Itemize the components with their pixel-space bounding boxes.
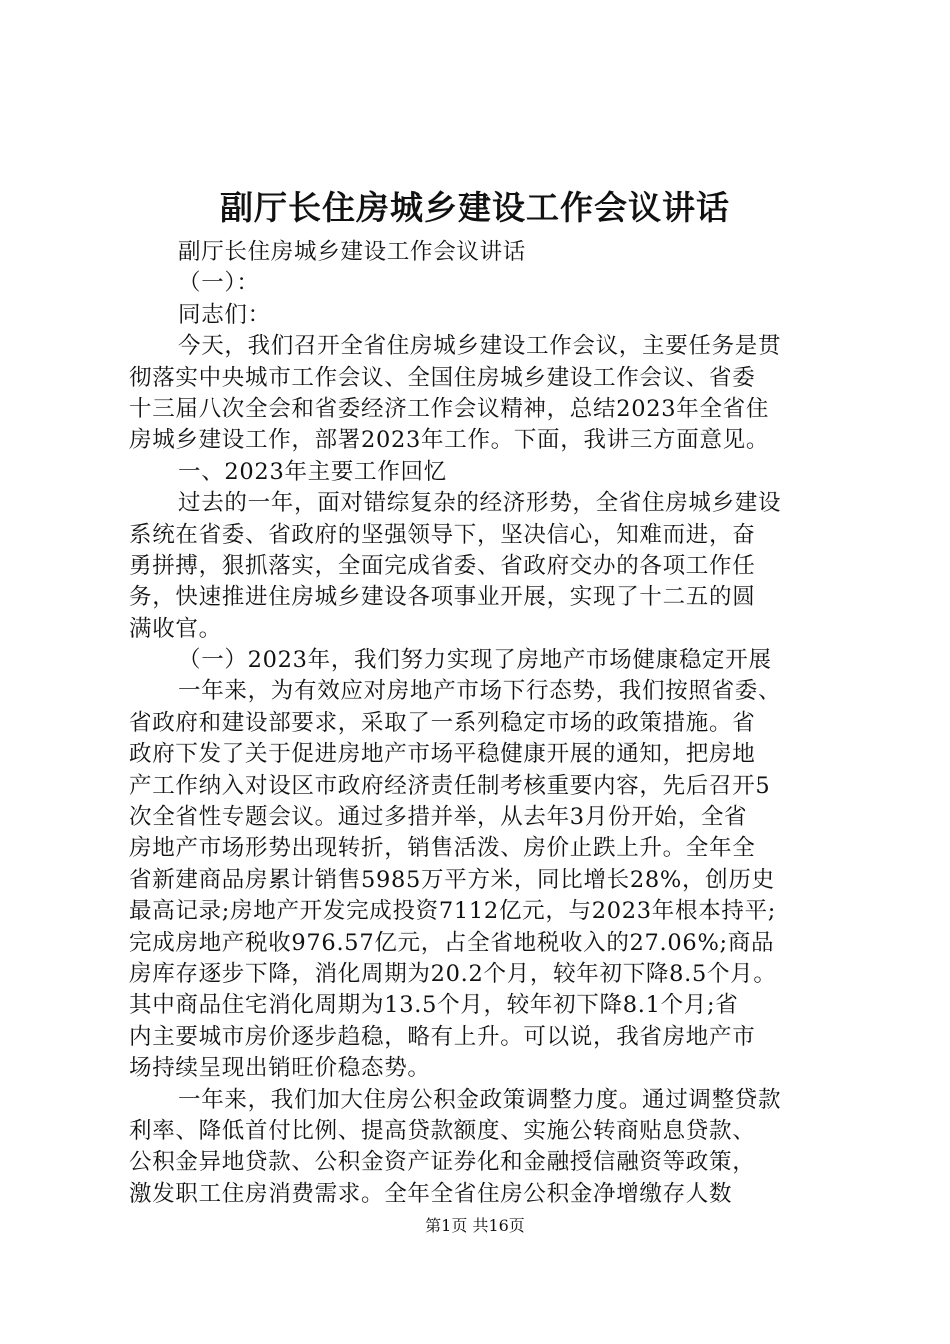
text-line: 一年来，为有效应对房地产市场下行态势，我们按照省委、: [178, 678, 782, 705]
text-line: 彻落实中央城市工作会议、全国住房城乡建设工作会议、省委: [129, 364, 756, 391]
text-line: 政府下发了关于促进房地产市场平稳健康开展的通知，把房地: [129, 741, 756, 768]
text-line: 一、2023年主要工作回忆: [178, 458, 447, 485]
text-line: 公积金异地贷款、公积金资产证券化和金融授信融资等政策，: [129, 1149, 756, 1176]
document-title: 副厅长住房城乡建设工作会议讲话: [220, 188, 730, 227]
text-line: 十三届八次全会和省委经济工作会议精神，总结2023年全省住: [129, 395, 770, 422]
text-line: （一）2023年，我们努力实现了房地产市场健康稳定开展: [178, 647, 772, 674]
text-line: 省新建商品房累计销售5985万平方米，同比增长28%，创历史: [129, 866, 775, 893]
text-line: 次全省性专题会议。通过多措并举，从去年3月份开始，全省: [129, 804, 748, 831]
text-line: 场持续呈现出销旺价稳态势。: [129, 1055, 431, 1082]
text-line: 满收官。: [129, 615, 222, 642]
text-line: 过去的一年，面对错综复杂的经济形势，全省住房城乡建设: [178, 490, 782, 517]
text-line: 今天，我们召开全省住房城乡建设工作会议，主要任务是贯: [178, 333, 782, 360]
text-line: 房城乡建设工作，部署2023年工作。下面，我讲三方面意见。: [129, 427, 770, 454]
text-line: （一）：: [178, 270, 260, 297]
text-line: 同志们：: [178, 301, 271, 328]
text-line: 内主要城市房价逐步趋稳，略有上升。可以说，我省房地产市: [129, 1023, 756, 1050]
text-line: 务，快速推进住房城乡建设各项事业开展，实现了十二五的圆: [129, 584, 756, 611]
text-line: 最高记录;房地产开发完成投资7112亿元，与2023年根本持平;: [129, 898, 777, 925]
document-body: [129, 237, 834, 1210]
text-line: 激发职工住房消费需求。全年全省住房公积金净增缴存人数: [129, 1180, 733, 1207]
text-line: 产工作纳入对设区市政府经济责任制考核重要内容，先后召开5: [129, 772, 771, 799]
text-line: 完成房地产税收976.57亿元，占全省地税收入的27.06%;商品: [129, 929, 775, 956]
text-line: 房库存逐步下降，消化周期为20.2个月，较年初下降8.5个月。: [129, 960, 777, 987]
text-line: 省政府和建设部要求，采取了一系列稳定市场的政策措施。省: [129, 709, 756, 736]
text-line: 副厅长住房城乡建设工作会议讲话: [178, 239, 527, 265]
text-line: 一年来，我们加大住房公积金政策调整力度。通过调整贷款: [178, 1086, 782, 1113]
page-footer: 第1页 共16页: [425, 1216, 525, 1235]
text-line: 房地产市场形势出现转折，销售活泼、房价止跌上升。全年全: [129, 835, 756, 862]
text-line: 系统在省委、省政府的坚强领导下，坚决信心，知难而进，奋: [129, 521, 756, 548]
text-line: 其中商品住宅消化周期为13.5个月，较年初下降8.1个月;省: [129, 992, 739, 1019]
text-line: 勇拼搏，狠抓落实，全面完成省委、省政府交办的各项工作任: [129, 552, 756, 579]
text-line: 利率、降低首付比例、提高贷款额度、实施公转商贴息贷款、: [129, 1117, 756, 1144]
